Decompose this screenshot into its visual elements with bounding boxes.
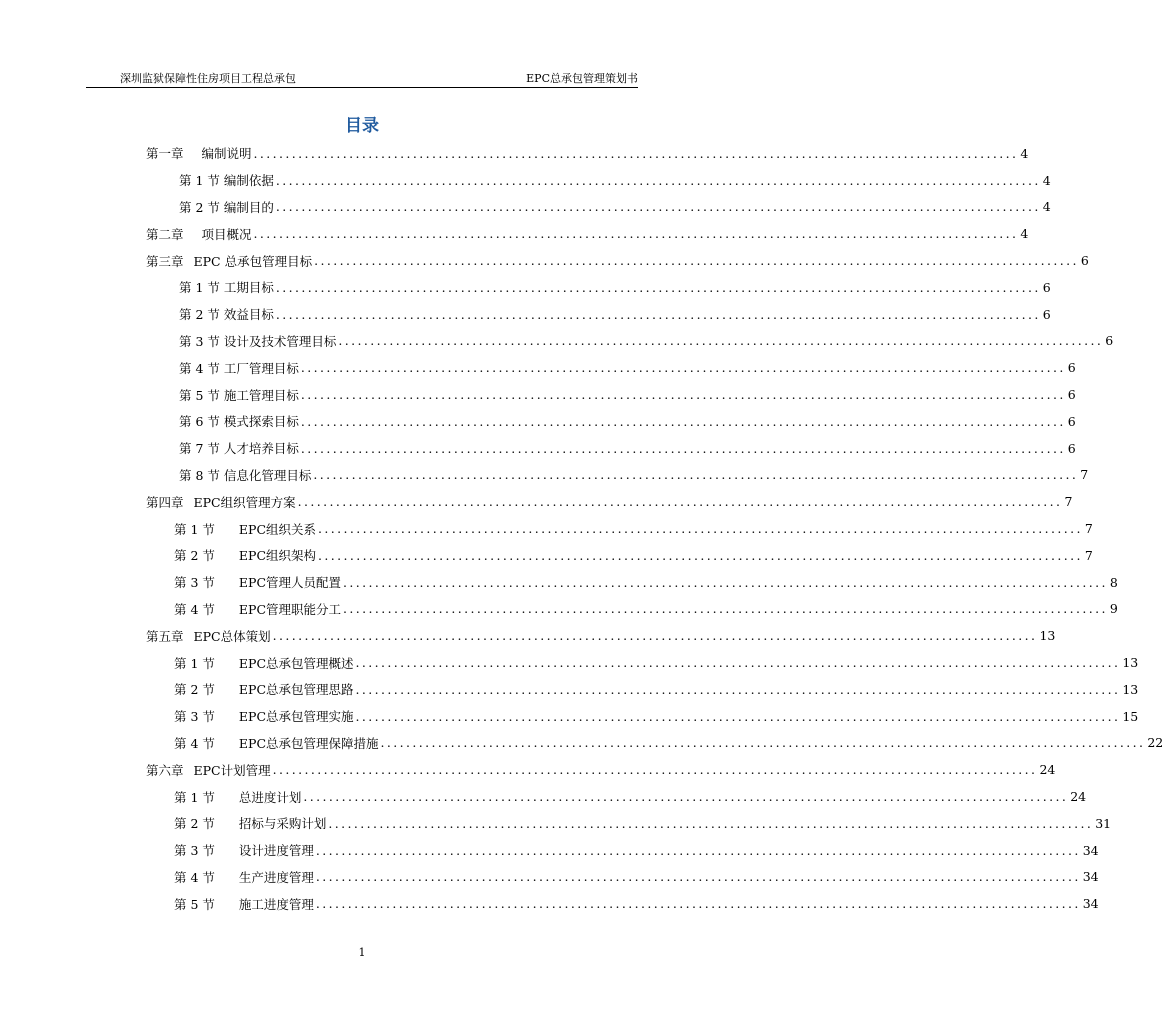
- toc-entry[interactable]: [146, 167, 1051, 194]
- toc-leader-dots: ........................................................................................................................: [315, 896, 1081, 912]
- toc-leader-dots: ........................................................................................................................: [275, 306, 1041, 322]
- toc-entry-text: 效益目标: [223, 307, 274, 323]
- toc-entry-number: 第 7 节: [179, 441, 220, 457]
- toc-leader-dots: ........................................................................................................................: [297, 494, 1063, 510]
- toc-entry-page: 34: [1082, 842, 1099, 858]
- toc-entry-text: EPC管理职能分工: [238, 601, 342, 617]
- toc-entry[interactable]: [146, 569, 1118, 596]
- toc-entry-number: 第 4 节: [174, 869, 215, 885]
- toc-entry[interactable]: [146, 354, 1076, 381]
- toc-entry-text: EPC总承包管理概述: [238, 655, 354, 671]
- toc-entry[interactable]: [146, 596, 1118, 623]
- toc-entry-number: 第 3 节: [179, 333, 220, 349]
- toc-leader-dots: ........................................................................................................................: [272, 762, 1038, 778]
- toc-entry-text: EPC 总承包管理目标: [193, 253, 313, 269]
- toc-entry-number: 第 1 节: [174, 789, 215, 805]
- toc-entry[interactable]: [146, 890, 1099, 917]
- toc-entry[interactable]: [146, 328, 1114, 355]
- toc-entry-number: 第 8 节: [179, 467, 220, 483]
- toc-leader-dots: ........................................................................................................................: [300, 360, 1066, 376]
- toc-leader-dots: ........................................................................................................................: [253, 145, 1019, 161]
- toc-entry[interactable]: [146, 220, 1029, 247]
- toc-leader-dots: ........................................................................................................................: [318, 521, 1083, 537]
- toc-entry[interactable]: [146, 864, 1099, 891]
- toc-entry-number: 第 2 节: [179, 307, 220, 323]
- toc-entry-number: 第 2 节: [174, 548, 215, 564]
- toc-entry-number: 第 4 节: [179, 360, 220, 376]
- toc-entry-number: 第五章: [146, 628, 184, 644]
- toc-entry-number: 第 1 节: [174, 521, 215, 537]
- toc-entry-text: 编制依据: [223, 173, 274, 189]
- toc-entry-page: 9: [1109, 601, 1118, 617]
- toc-entry-text: 工厂管理目标: [223, 360, 299, 376]
- page-header: [86, 72, 638, 88]
- toc-entry[interactable]: [146, 515, 1093, 542]
- toc-entry-page: 6: [1067, 413, 1076, 429]
- toc-leader-dots: ........................................................................................................................: [303, 789, 1069, 805]
- toc-entry-page: 4: [1042, 199, 1051, 215]
- toc-entry-text: 编制目的: [223, 199, 274, 215]
- toc-entry[interactable]: [146, 649, 1139, 676]
- toc-leader-dots: ........................................................................................................................: [343, 574, 1108, 590]
- toc-entry-number: 第一章: [146, 146, 184, 162]
- toc-entry-text: EPC总体策划: [193, 628, 271, 644]
- toc-entry-number: 第 5 节: [174, 896, 215, 912]
- page-number: 1: [358, 946, 366, 959]
- toc-entry[interactable]: [146, 703, 1139, 730]
- toc-leader-dots: ........................................................................................................................: [275, 172, 1041, 188]
- toc-leader-dots: ........................................................................................................................: [355, 681, 1121, 697]
- toc-entry-number: 第 5 节: [179, 387, 220, 403]
- toc-entry-page: 31: [1095, 815, 1112, 831]
- toc-entry-text: 总进度计划: [238, 789, 302, 805]
- header-document-name: EPC总承包管理策划书: [526, 72, 638, 85]
- toc-leader-dots: ........................................................................................................................: [300, 440, 1066, 456]
- toc-title: 目录: [345, 116, 379, 136]
- toc-leader-dots: ........................................................................................................................: [355, 655, 1121, 671]
- toc-entry-text: 设计进度管理: [238, 843, 314, 859]
- toc-entry[interactable]: [146, 622, 1056, 649]
- toc-entry-text: EPC计划管理: [193, 762, 271, 778]
- toc-entry-number: 第 6 节: [179, 414, 220, 430]
- toc-entry-number: 第四章: [146, 494, 184, 510]
- toc-entry-page: 8: [1109, 574, 1118, 590]
- toc-entry-text: EPC总承包管理实施: [238, 709, 354, 725]
- toc-entry-text: 施工管理目标: [223, 387, 299, 403]
- toc-leader-dots: ........................................................................................................................: [355, 708, 1121, 724]
- toc-entry-page: 6: [1080, 253, 1089, 269]
- toc-entry-number: 第 3 节: [174, 709, 215, 725]
- toc-entry-number: 第六章: [146, 762, 184, 778]
- toc-entry-page: 24: [1039, 762, 1056, 778]
- toc-entry-text: 设计及技术管理目标: [223, 333, 337, 349]
- header-project-name: 深圳监狱保障性住房项目工程总承包: [120, 72, 296, 85]
- toc-entry[interactable]: [146, 408, 1076, 435]
- toc-entry-text: EPC组织架构: [238, 548, 317, 564]
- toc-entry-text: 招标与采购计划: [238, 816, 327, 832]
- toc-leader-dots: ........................................................................................................................: [314, 253, 1079, 269]
- toc-entry-page: 7: [1064, 494, 1073, 510]
- toc-leader-dots: ........................................................................................................................: [318, 547, 1083, 563]
- toc-entry-page: 6: [1067, 387, 1076, 403]
- toc-entry-number: 第 3 节: [174, 575, 215, 591]
- toc-entry[interactable]: [146, 676, 1139, 703]
- toc-entry-text: EPC总承包管理思路: [238, 682, 354, 698]
- toc-entry-number: 第 1 节: [179, 280, 220, 296]
- toc-entry-text: 模式探索目标: [223, 414, 299, 430]
- toc-entry-page: 7: [1080, 467, 1089, 483]
- toc-entry-page: 6: [1105, 333, 1114, 349]
- toc-leader-dots: ........................................................................................................................: [313, 467, 1079, 483]
- toc-entry-text: 施工进度管理: [238, 896, 314, 912]
- toc-leader-dots: ........................................................................................................................: [253, 226, 1019, 242]
- toc-entry-text: 编制说明: [201, 146, 252, 162]
- toc-entry-text: 项目概况: [201, 226, 252, 242]
- toc-entry-page: 6: [1042, 306, 1051, 322]
- toc-entry[interactable]: [146, 435, 1076, 462]
- toc-entry-page: 15: [1122, 708, 1139, 724]
- toc-entry[interactable]: [146, 274, 1051, 301]
- toc-entry-page: 24: [1070, 789, 1087, 805]
- toc-leader-dots: ........................................................................................................................: [300, 387, 1066, 403]
- toc-entry[interactable]: [146, 730, 1163, 757]
- toc-entry-page: 7: [1084, 521, 1093, 537]
- toc-entry-page: 4: [1020, 145, 1029, 161]
- toc-entry-page: 22: [1147, 735, 1163, 751]
- toc-leader-dots: ........................................................................................................................: [343, 601, 1108, 617]
- toc-entry[interactable]: [146, 194, 1051, 221]
- toc-entry[interactable]: [146, 381, 1076, 408]
- toc-entry[interactable]: [146, 837, 1099, 864]
- toc-leader-dots: ........................................................................................................................: [275, 279, 1041, 295]
- toc-entry-number: 第 2 节: [174, 816, 215, 832]
- toc-entry-page: 13: [1122, 655, 1139, 671]
- toc-leader-dots: ........................................................................................................................: [315, 842, 1081, 858]
- toc-entry-number: 第 1 节: [179, 173, 220, 189]
- toc-entry[interactable]: [146, 488, 1073, 515]
- toc-entry[interactable]: [146, 247, 1089, 274]
- toc-entry-page: 34: [1082, 896, 1099, 912]
- toc-entry-text: EPC管理人员配置: [238, 575, 342, 591]
- toc-entry-page: 6: [1042, 279, 1051, 295]
- toc-entry[interactable]: [146, 756, 1056, 783]
- table-of-contents: [146, 140, 1163, 917]
- toc-leader-dots: ........................................................................................................................: [315, 869, 1081, 885]
- toc-entry-number: 第 1 节: [174, 655, 215, 671]
- toc-entry-page: 13: [1039, 628, 1056, 644]
- toc-entry-text: 信息化管理目标: [223, 467, 312, 483]
- toc-entry[interactable]: [146, 462, 1089, 489]
- toc-leader-dots: ........................................................................................................................: [300, 413, 1066, 429]
- toc-entry-text: EPC组织管理方案: [193, 494, 296, 510]
- toc-entry-page: 7: [1084, 547, 1093, 563]
- toc-entry[interactable]: [146, 783, 1087, 810]
- toc-entry-number: 第二章: [146, 226, 184, 242]
- toc-leader-dots: ........................................................................................................................: [272, 628, 1038, 644]
- toc-leader-dots: ........................................................................................................................: [275, 199, 1041, 215]
- toc-entry[interactable]: [146, 810, 1112, 837]
- toc-entry-page: 4: [1042, 172, 1051, 188]
- toc-entry-number: 第 2 节: [174, 682, 215, 698]
- toc-entry-text: EPC组织关系: [238, 521, 317, 537]
- toc-leader-dots: ........................................................................................................................: [380, 735, 1146, 751]
- toc-entry-number: 第 2 节: [179, 199, 220, 215]
- toc-entry-number: 第 4 节: [174, 735, 215, 751]
- toc-entry-page: 13: [1122, 681, 1139, 697]
- toc-entry-text: 人才培养目标: [223, 441, 299, 457]
- toc-entry-text: EPC总承包管理保障措施: [238, 735, 379, 751]
- toc-entry-number: 第 4 节: [174, 601, 215, 617]
- toc-entry[interactable]: [146, 140, 1029, 167]
- toc-entry-text: 工期目标: [223, 280, 274, 296]
- toc-entry-page: 4: [1020, 226, 1029, 242]
- toc-entry[interactable]: [146, 301, 1051, 328]
- toc-leader-dots: ........................................................................................................................: [328, 815, 1094, 831]
- toc-leader-dots: ........................................................................................................................: [338, 333, 1104, 349]
- toc-entry-page: 34: [1082, 869, 1099, 885]
- toc-entry[interactable]: [146, 542, 1093, 569]
- toc-entry-number: 第三章: [146, 253, 184, 269]
- toc-entry-text: 生产进度管理: [238, 869, 314, 885]
- toc-entry-page: 6: [1067, 360, 1076, 376]
- toc-entry-number: 第 3 节: [174, 843, 215, 859]
- toc-entry-page: 6: [1067, 440, 1076, 456]
